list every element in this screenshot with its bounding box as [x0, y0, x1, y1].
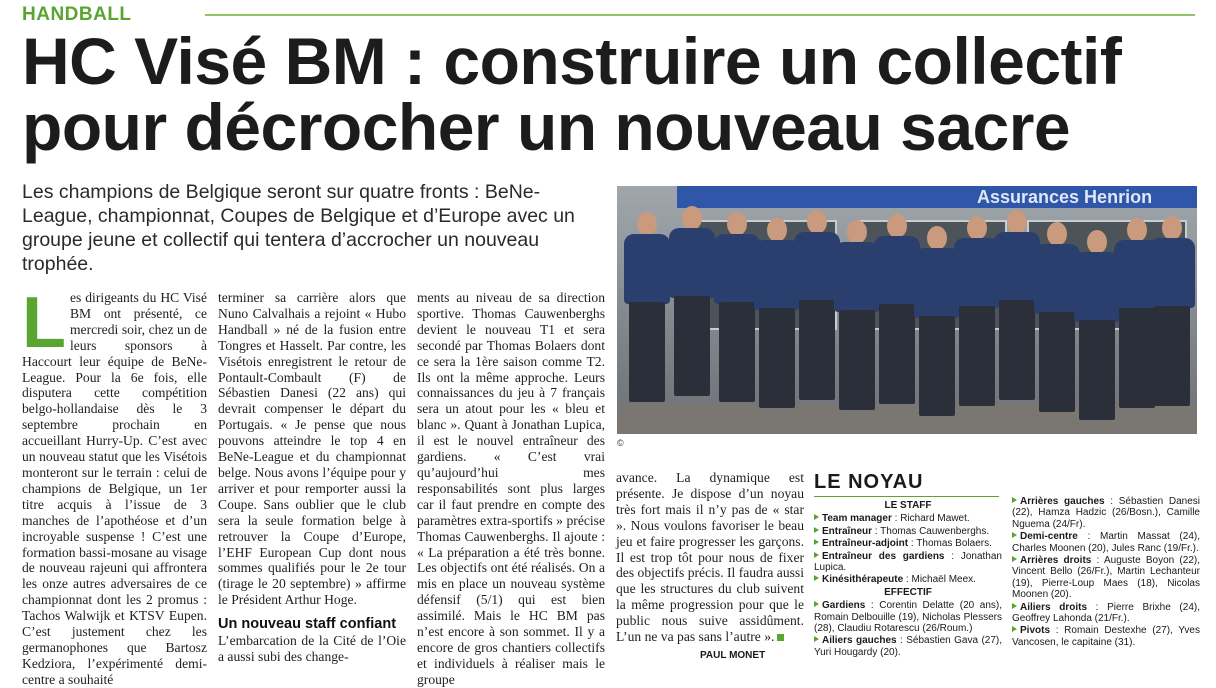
bullet-icon — [814, 539, 819, 545]
article-text: avance. La dynamique est présente. Je dispose d’un noyau très fort mais il n’y pas de « star ». Nous voulons favoriser le beau jeu et faire progresser les garçons. Il est trop tôt pour nous de fixer des objectifs précis. Il faudra aussi que les structures du club suivent la même progression pour que le public nous suive assidûment. L’un ne va pas sans l’autre ». — [616, 470, 804, 645]
roster-item: Entraîneur : Thomas Cauwenberghs. — [814, 526, 1002, 537]
byline: PAUL MONET — [700, 650, 766, 661]
article-column-1 — [22, 283, 207, 688]
roster-role: Demi-centre — [1020, 531, 1078, 543]
article-column-4 — [616, 470, 804, 645]
roster-item: Ailiers gauches : Sébastien Gava (27), Yuri Hougardy (20). — [814, 635, 1003, 658]
photo-sign: Assurances Henrion — [677, 186, 1197, 208]
article-text: ments au niveau de sa direction sportive. Thomas Cauwenberghs devient le nouveau T1 et sera secondé par Thomas Bolaers dont ce sera la 1ère saison comme T2. Ils ont la même approche. Leurs connaissances du jeu à 7 français sera un atout pour les « bleu et blanc ». Quant à Jonathan Lupica, il est le nouvel entraîneur des gardiens. « C’est vrai qu’aujourd’hui mes responsabilités sont plus larges car il faut prendre en compte des paramètres extra-sportifs » précise Thomas Cauwenberghs. Il ajoute : « La préparation a été très bonne. Les objectifs ont été réalisés. On a mis en place un nouveau système défensif (5/1) qui est bien assimilé. Mais le HC BM pas n’est encore à son sommet. Il y a encore de gros chantiers collectifs et individuels à réaliser mais le groupe — [417, 290, 605, 687]
box-column-right — [1012, 496, 1200, 649]
bullet-icon — [1012, 603, 1017, 609]
bullet-icon — [1012, 556, 1017, 562]
player-figure — [667, 206, 717, 416]
roster-item: Entraîneur-adjoint : Thomas Bolaers. — [814, 538, 1002, 549]
article-text: terminer sa carrière alors que Nuno Calvalhais a rejoint « Hubo Handball » né de la fusion entre Tongres et Hasselt. Par contre, les Visétois enregistrent le retour de Pontault-Combault (F) de Sébastien Danesi (22 ans) qui devrait compenser le départ du Portugais. « Je pense que nous pouvons atteindre le top 4 en BeNe-League et du championnat belge. Nous avons l’équipe pour y arriver et pour remporter aussi la Coupe. Sans oublier que le club sera la seule formation belge à retrouver la Coupe d’Europe, l’EHF European Cup dont nous sommes qualifiés pour le 2e tour (tirage le 20 septembre) » affirme le Président Arthur Hoge. — [218, 290, 406, 608]
headline: HC Visé BM : construire un collectif pour décrocher un nouveau sacre — [22, 24, 1122, 164]
roster-role: Ailiers droits — [1020, 601, 1088, 613]
roster-item: Demi-centre : Martin Massat (24), Charles Moonen (20), Jules Ranc (19/Fr.). — [1012, 531, 1200, 554]
roster-role: Entraîneur des gardiens — [822, 550, 945, 562]
roster-names: Richard Mawet. — [900, 513, 970, 525]
roster-role: Arrières droits — [1020, 555, 1092, 567]
roster-role: Arrières gauches — [1020, 496, 1105, 507]
roster-item: Pivots : Romain Destexhe (27), Yves Vancosen, le capitaine (31). — [1012, 625, 1200, 648]
roster-names: Michaël Meex. — [911, 574, 976, 586]
roster-item: Kinésithérapeute : Michaël Meex. — [814, 574, 1002, 585]
box-title: LE NOYAU — [814, 471, 924, 493]
bullet-icon — [814, 575, 819, 581]
end-mark-icon — [777, 634, 784, 641]
bullet-icon — [814, 636, 819, 642]
box-rule — [814, 496, 999, 497]
bullet-icon — [814, 601, 819, 607]
box-column-left — [814, 499, 1002, 659]
roster-item: Gardiens : Corentin Delatte (20 ans), Romain Delbouille (19), Nicholas Plessers (28), Claudiu Rotarescu (26/Roum.) — [814, 600, 1002, 635]
article-column-2 — [218, 290, 406, 665]
roster-role: Team manager — [822, 513, 892, 525]
roster-names: Thomas Cauwenberghs. — [880, 525, 990, 537]
roster-names: Pierre Brixhe (24), Geoffrey Lahonda (21/Fr.). — [1012, 601, 1200, 625]
bullet-icon — [814, 514, 819, 520]
photo-credit: © — [617, 438, 624, 448]
roster-names: Corentin Delatte (20 ans), Romain Delbouille (19), Nicholas Plessers (28), Claudiu Rotarescu (26/Roum.) — [814, 600, 1002, 635]
bullet-icon — [814, 552, 819, 558]
effectif-list-right — [1012, 496, 1200, 648]
roster-role: Ailiers gauches — [822, 635, 897, 647]
section-kicker: HANDBALL — [22, 4, 132, 25]
roster-names: Jonathan Lupica. — [814, 550, 1002, 574]
bullet-icon — [1012, 626, 1017, 632]
roster-role: Kinésithérapeute — [822, 574, 904, 586]
roster-item: Team manager : Richard Mawet. — [814, 513, 1002, 524]
article-column-3 — [417, 290, 605, 688]
roster-item: Arrières droits : Auguste Boyon (22), Vincent Bello (26/Fr.), Martin Lechanteur (19), Pierre-Loup Maes (18), Nicolas Moonen (20). — [1012, 555, 1200, 601]
staff-list — [814, 513, 1002, 585]
player-figure — [622, 212, 672, 422]
team-photo — [617, 186, 1197, 434]
article-text: L’embarcation de la Cité de l’Oie a aussi subi des change- — [218, 633, 406, 664]
article-text: es dirigeants du HC Visé BM ont présenté, ce mercredi soir, chez un de leurs sponsors à Haccourt leur équipe de BeNe-League. Pour la 6e fois, elle disputera cette compétition belgo-hollandaise dès le 3 septembre prochain en accueillant Hurry-Up. C’est avec un nouveau statut que les Visétois monteront sur le terrain : celui de champions de Belgique, un 1er titre acquis à l’issue de 3 manches de l’apothéose et d’un incroyable suspense ! C’est une formation bassi-mosane au visage de nouveau rajeuni qui affrontera les onze autres adversaires de ce championnat dont les 2 promus : Tachos Walwijk et KTSV Eupen. C’est justement chez les germanophones que Bartosz Kedziora, l’expérimenté demi-centre a souhaité — [22, 290, 207, 687]
roster-item: Entraîneur des gardiens : Jonathan Lupica. — [814, 550, 1002, 574]
effectif-heading: EFFECTIF — [884, 586, 932, 598]
bullet-icon — [1012, 532, 1017, 538]
standfirst: Les champions de Belgique seront sur quatre fronts : BeNe-League, championnat, Coupes de Belgique et d’Europe avec un groupe jeune et collectif qui tentera d’accrocher un nouveau trophée. — [22, 181, 575, 275]
roster-role: Pivots — [1020, 625, 1051, 637]
roster-role: Entraîneur-adjoint — [822, 538, 909, 550]
kicker-rule — [205, 14, 1195, 16]
drop-cap: L — [22, 283, 66, 363]
roster-item: Ailiers droits : Pierre Brixhe (24), Geoffrey Lahonda (21/Fr.). — [1012, 601, 1200, 625]
roster-names: Auguste Boyon (22), Vincent Bello (26/Fr.), Martin Lechanteur (19), Pierre-Loup Maes (18), Nicolas Moonen (20). — [1012, 555, 1200, 601]
effectif-list-left — [814, 600, 1002, 658]
subheading: Un nouveau staff confiant — [218, 616, 397, 633]
roster-item: Arrières gauches : Sébastien Danesi (22), Hamza Hadzic (26/Bosn.), Camille Nguema (24/Fr). — [1012, 496, 1200, 530]
roster-names: Romain Destexhe (27), Yves Vancosen, le capitaine (31). — [1012, 625, 1200, 648]
bullet-icon — [1012, 497, 1017, 503]
roster-role: Gardiens — [822, 600, 866, 612]
roster-role: Entraîneur — [822, 525, 873, 537]
roster-names: Martin Massat (24), Charles Moonen (20), Jules Ranc (19/Fr.). — [1012, 531, 1200, 554]
player-figure — [1147, 216, 1197, 426]
roster-names: Thomas Bolaers. — [916, 538, 992, 550]
bullet-icon — [814, 527, 819, 533]
roster-names: Sébastien Gava (27), Yuri Hougardy (20). — [814, 635, 1003, 658]
staff-heading: LE STAFF — [884, 500, 932, 511]
roster-names: Sébastien Danesi (22), Hamza Hadzic (26/Bosn.), Camille Nguema (24/Fr). — [1012, 496, 1200, 530]
